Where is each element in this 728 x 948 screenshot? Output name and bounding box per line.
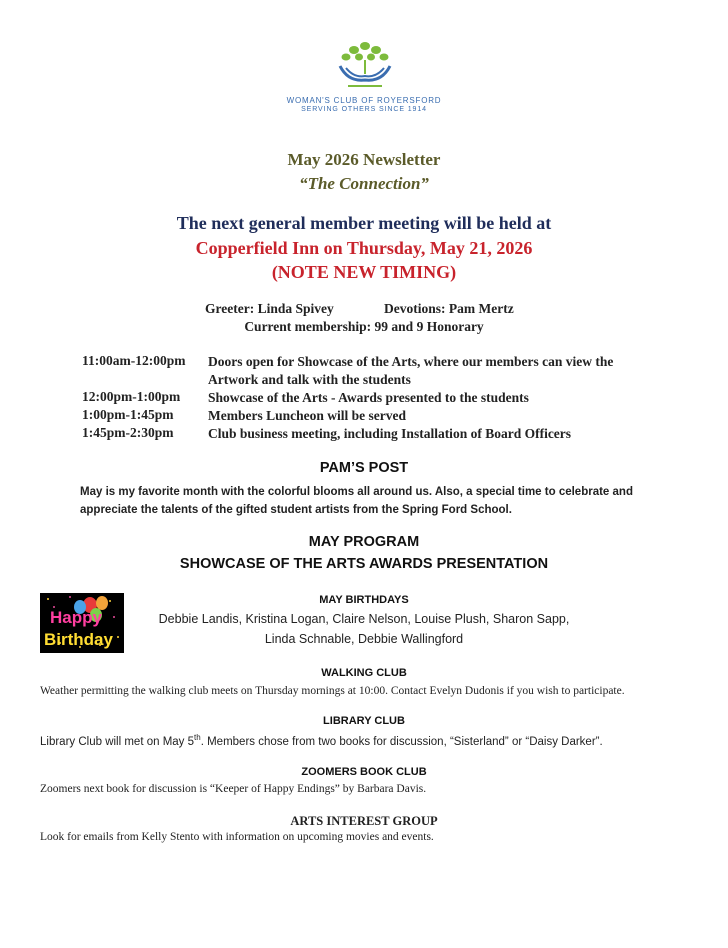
meeting-location-date: Copperfield Inn on Thursday, May 21, 2026: [195, 238, 533, 258]
birthdays-names: Linda Schnable, Debbie Wallingford: [264, 632, 464, 646]
schedule-time: 11:00am-12:00pm: [82, 353, 186, 368]
birthdays-names: Debbie Landis, Kristina Logan, Claire Nelson, Louise Plush, Sharon Sapp,: [158, 612, 570, 626]
schedule-desc: Members Luncheon will be served: [208, 408, 406, 423]
schedule-time: 12:00pm-1:00pm: [82, 389, 181, 404]
logo-org-name: WOMAN'S CLUB OF ROYERSFORD: [286, 96, 442, 105]
meeting-announcement: The next general member meeting will be held at: [176, 213, 552, 233]
greeter-text: Greeter: Linda Spivey: [205, 301, 334, 316]
schedule-time: 1:45pm-2:30pm: [82, 425, 174, 440]
library-club-heading: LIBRARY CLUB: [323, 715, 405, 727]
schedule-desc: Doors open for Showcase of the Arts, where our members can view the Artwork and talk with the students: [208, 354, 614, 387]
membership-text: Current membership: 99 and 9 Honorary: [244, 319, 484, 334]
walking-club-text: Weather permitting the walking club meets on Thursday mornings at 10:00. Contact Evelyn Dudonis if you wish to participate.: [40, 685, 625, 697]
library-club-text: Library Club will met on May 5th. Members chose from two books for discussion, “Sisterland” or “Daisy Darker”.: [40, 733, 603, 748]
schedule-time: 1:00pm-1:45pm: [82, 407, 174, 422]
birthdays-heading: MAY BIRTHDAYS: [319, 594, 409, 606]
schedule-desc: Club business meeting, including Installation of Board Officers: [208, 426, 572, 441]
birthday-image-text: Birthday: [44, 630, 113, 649]
program-heading: MAY PROGRAM: [308, 534, 420, 550]
newsletter-title: May 2026 Newsletter: [287, 150, 441, 169]
newsletter-subtitle: “The Connection”: [299, 174, 429, 193]
program-subheading: SHOWCASE OF THE ARTS AWARDS PRESENTATION: [179, 556, 549, 572]
pams-post-text: May is my favorite month with the colorful blooms all around us. Also, a special time to celebrate and appreciate the talents of the gifted student artists from the Spring Ford School.: [80, 486, 633, 516]
logo-tagline: SERVING OTHERS SINCE 1914: [301, 106, 427, 113]
zoomers-heading: ZOOMERS BOOK CLUB: [301, 766, 427, 778]
club-logo-icon: [330, 38, 400, 90]
walking-club-heading: WALKING CLUB: [321, 667, 407, 679]
zoomers-text: Zoomers next book for discussion is “Keeper of Happy Endings” by Barbara Davis.: [40, 783, 427, 795]
birthday-image-text: Happy: [50, 608, 102, 627]
arts-interest-text: Look for emails from Kelly Stento with information on upcoming movies and events.: [40, 831, 434, 843]
devotions-text: Devotions: Pam Mertz: [384, 301, 514, 316]
pams-post-heading: PAM’S POST: [319, 460, 409, 476]
arts-interest-heading: ARTS INTEREST GROUP: [290, 814, 438, 828]
schedule-desc: Showcase of the Arts - Awards presented to the students: [208, 390, 529, 405]
meeting-timing-note: (NOTE NEW TIMING): [271, 262, 457, 282]
